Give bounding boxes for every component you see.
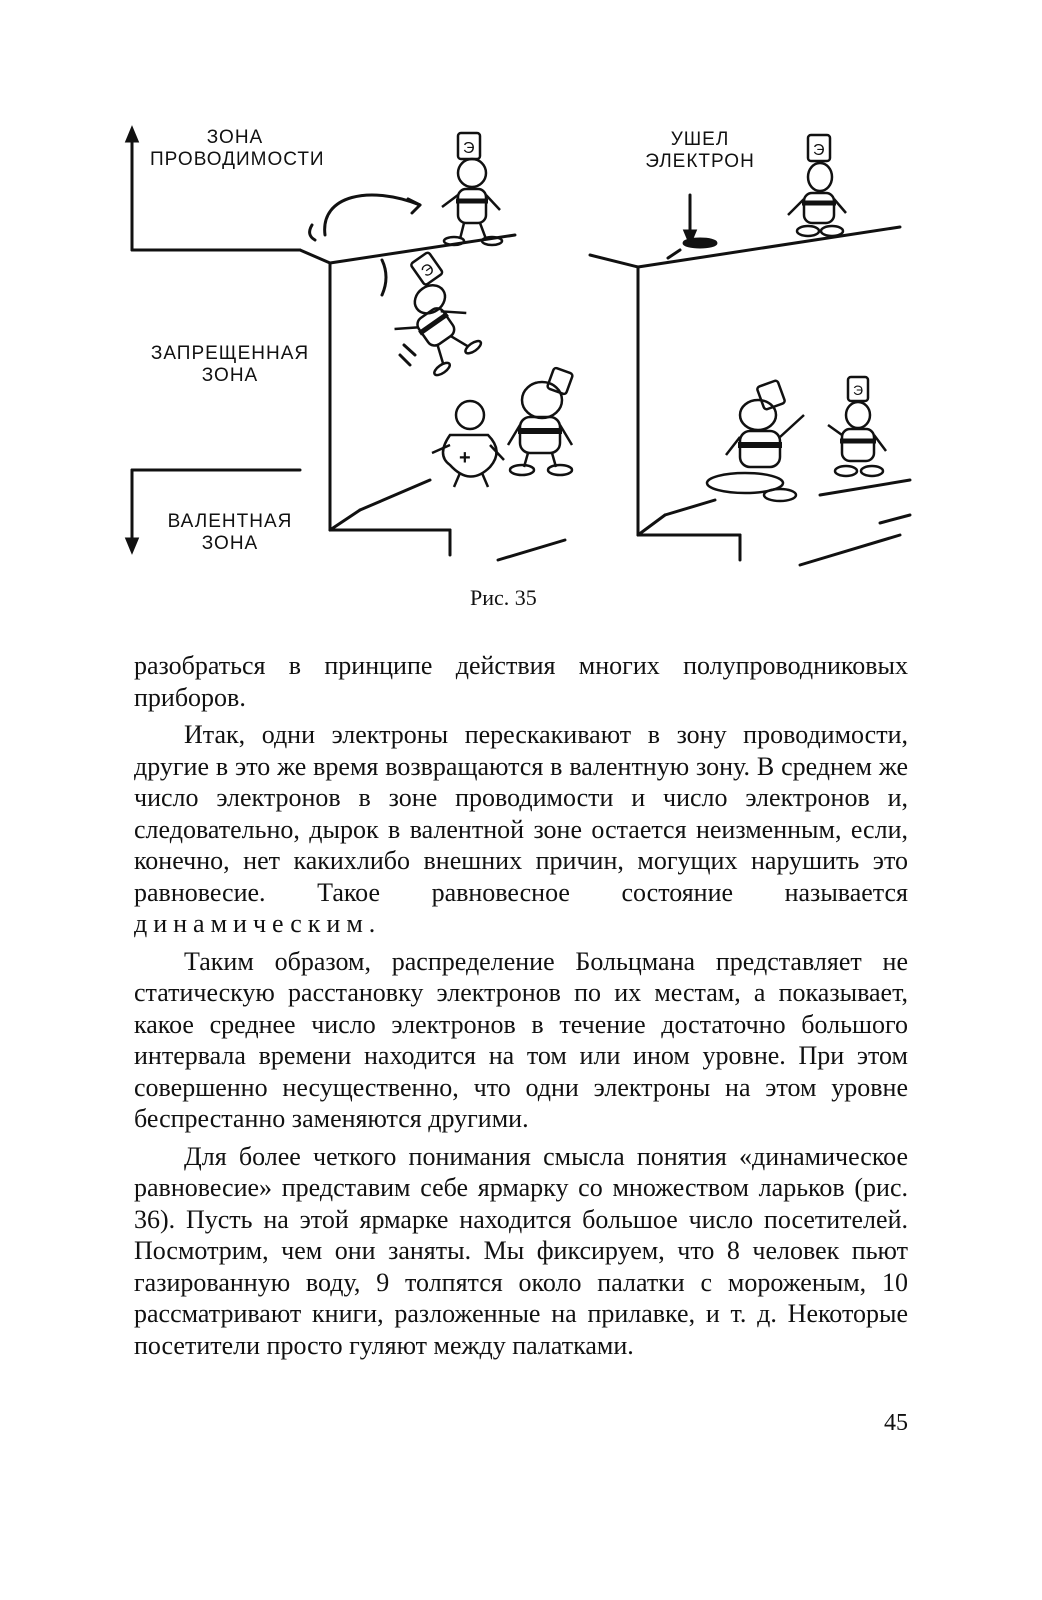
label-electron-left: УШЕЛ ЭЛЕКТРОН [645,129,755,172]
electron-figure-valence-left [508,367,573,475]
electron-figure-valence-right-1 [707,380,804,501]
body-text [134,650,908,1367]
paragraph-4: Для более четкого понимания смысла понятия «динамическое равновесие» представим себе ярмарку со множеством ларьков (рис. 36). Пусть на этой ярмарке находится большое число посетителей. Посмотрим, чем они заняты. Мы фиксируем, что 8 человек пьют газированную воду, 9 толпятся около палатки с мороженым, 10 рассматривают книги, разложенные на прилавке, и т. д. Некоторые посетители просто гуляют между палатками. [134,1141,908,1360]
paragraph-3: Таким образом, распределение Больцмана представляет не статическую расстановку электронов по их местам, а показывает, какое среднее число электронов в течение достаточно большого интервала времени находится на том или ином уровне. При этом совершенно несущественно, что одни электроны на этом уровне беспрестанно заменяются другими. [134,946,908,1133]
figure-35 [120,115,920,595]
paragraph-2-main: Итак, одни электроны перескакивают в зону проводимости, другие в это же время возвращаются в валентную зону. В среднем же число электронов в зоне проводимости и число электронов и, следовательно, дырок в валентной зоне остается неизменным, если, конечно, нет какихлибо внешних причин, могущих нарушить это равновесие. Такое равновесное состояние называется [134,720,908,907]
svg-text:Э: Э [853,382,864,398]
label-forbidden-zone: ЗАПРЕЩЕННАЯ ЗОНА [150,343,310,386]
paragraph-2 [134,719,908,940]
figure-caption: Рис. 35 [470,585,537,610]
svg-text:Э: Э [463,140,475,157]
electron-figure-valence-right-2 [828,377,886,476]
svg-text:+: + [459,447,471,469]
svg-text:Э: Э [813,142,825,159]
electron-figure-falling [369,252,490,382]
paragraph-1: разобраться в принципе действия многих полупроводниковых приборов. [134,651,908,712]
electron-figure-top [442,133,502,245]
paragraph-2-emphasis: динамическим [134,909,369,938]
svg-text:Э: Э [418,260,438,282]
hole-figure [432,401,504,487]
paragraph-2-end: . [368,909,376,938]
label-conduction-zone: ЗОНА ПРОВОДИМОСТИ [150,127,325,170]
electron-figure-top-right [788,135,846,236]
label-valence-zone: ВАЛЕНТНАЯ ЗОНА [167,511,293,554]
page-number: 45 [884,1410,908,1436]
